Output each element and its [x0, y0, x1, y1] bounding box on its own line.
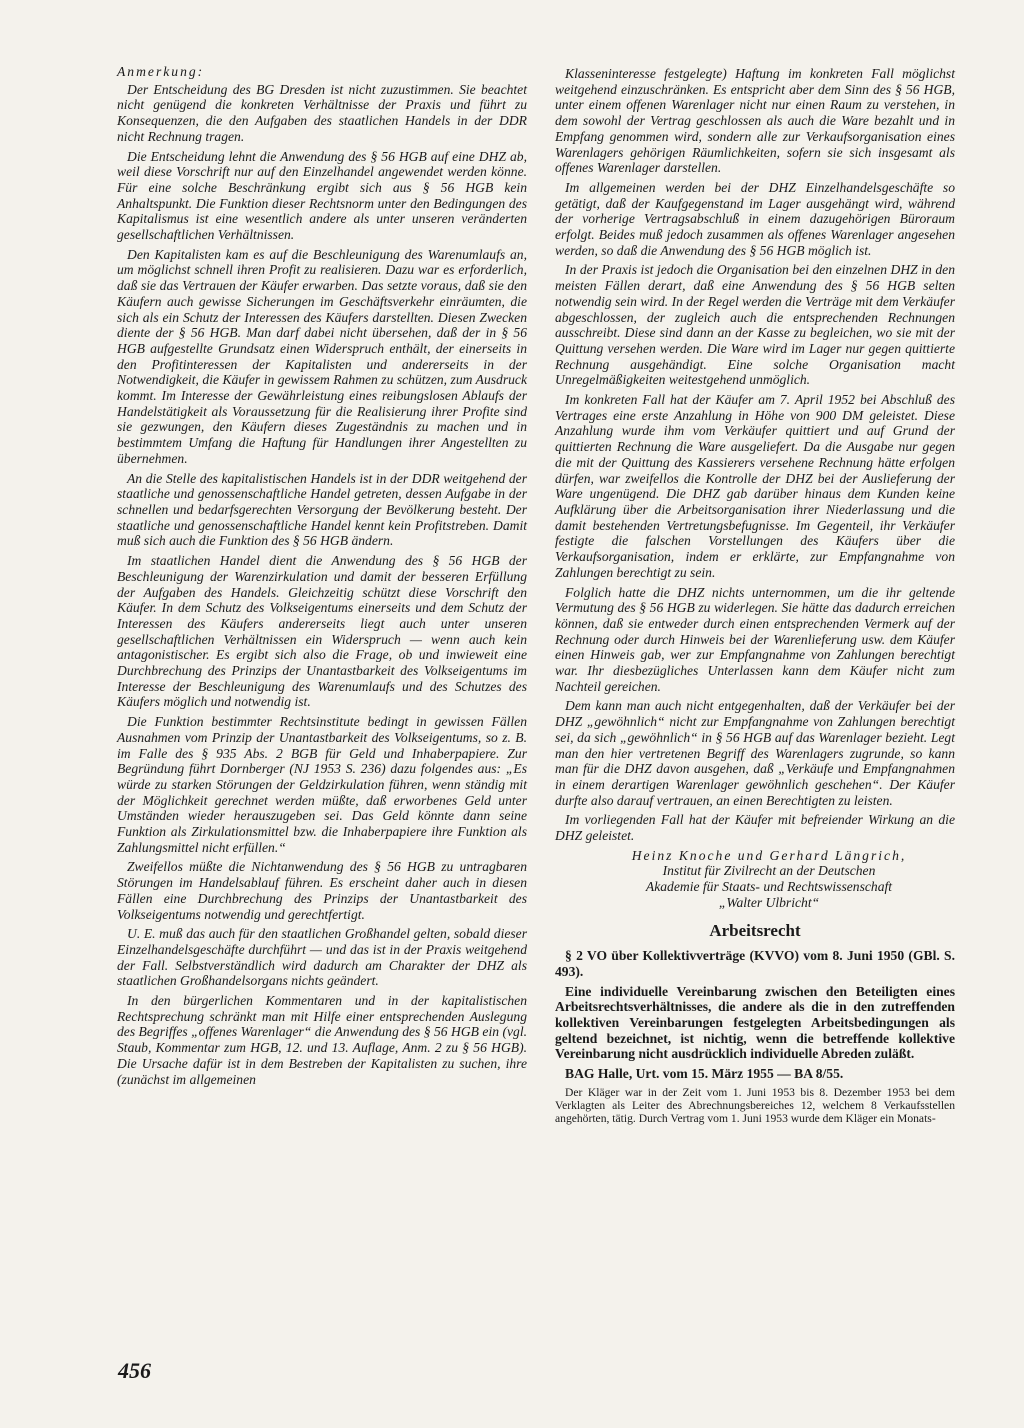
- section-title: Arbeitsrecht: [709, 920, 801, 940]
- case-citation: BAG Halle, Urt. vom 15. März 1955 — BA 8/55.: [565, 1066, 844, 1082]
- paragraph: Der Entscheidung des BG Dresden ist nicht zuzustimmen. Sie beachtet nicht genügend die konkreten Verhältnisse der Praxis und führt zu Konsequenzen, die den Aufgaben des staatlichen Handels in der DDR nicht Rechnung tragen.: [117, 81, 527, 144]
- page-number: 456: [118, 1358, 151, 1383]
- paragraph: In den bürgerlichen Kommentaren und in der kapitalistischen Rechtsprechung schränkt man mit Hilfe einer entsprechenden Auslegung des Begriffes „offenes Warenlager“ die Anwendung des § 56 HGB ein (vgl. Staub, Kommentar zum HGB, 12. und 13. Auflage, Anm. 2 zu § 56 HGB). Die Ursache dafür ist in dem Bestreben der Kapitalisten zu suchen, ihre (zunächst im allgemeinen: [117, 993, 527, 1087]
- paragraph: Im konkreten Fall hat der Käufer am 7. April 1952 bei Abschluß des Vertrages eine erste Anzahlung in Höhe von 900 DM geleistet. Diese Anzahlung wurde ihm vom Verkäufer quittiert und auf Grund der quittierten Rechnung die Ware ausgeliefert. Da die Ausgabe nur gegen die mit der Quittung des Kassierers versehene Rechnung hätte erfolgen dürfen, war zweifellos die Kontrolle der DHZ bei der Auslieferung der Ware ungenügend. Die DHZ gab darüber hinaus dem Kunden keine Aufklärung über die Arbeitsorganisation ihrer Niederlassung und die damit bestehenden Vertretungsbefugnisse. Im Gegenteil, ihr Verkäufer festigte die falschen Vorstellungen des Käufers über die Verkaufsorganisation, indem er erklärte, zur Empfangnahme von Zahlungen berechtigt zu sein.: [555, 392, 955, 580]
- paragraph: Im allgemeinen werden bei der DHZ Einzelhandelsgeschäfte so getätigt, daß der Kaufgegenstand im Lager ausgehängt wird, während der vorherige Vertragsabschluß in einem dazugehörigen Büroraum erfolgt. Beides muß jedoch zusammen als offenes Warenlager angesehen werden, so daß die Anwendung des § 56 HGB möglich ist.: [555, 179, 955, 258]
- headnote: Eine individuelle Vereinbarung zwischen den Beteiligten eines Arbeitsrechtsverhältnisses, die andere als die in den zutreffenden kollektiven Vereinbarungen festgelegten Arbeitsbedingungen als geltend bezeichnet, ist nichtig, wenn die betreffende kollektive Vereinbarung nicht ausdrücklich individuelle Abreden zuläßt.: [555, 983, 955, 1062]
- author-affiliation: Akademie für Staats- und Rechtswissenschaft: [645, 879, 893, 895]
- paragraph: U. E. muß das auch für den staatlichen Großhandel gelten, sobald dieser Einzelhandelsgeschäfte durchführt — und das ist in der Praxis weitgehend der Fall. Selbstverständlich wird dadurch am Charakter der DHZ als staatlichen Großhandelsorgans nichts geändert.: [117, 926, 527, 989]
- paragraph: Die Funktion bestimmter Rechtsinstitute bedingt in gewissen Fällen Ausnahmen vom Prinzip der Unantastbarkeit des Volkseigentums, so z. B. im Falle des § 935 Abs. 2 BGB für Geld und Inhaberpapiere. Zur Begründung führt Dornberger (NJ 1953 S. 236) dazu folgendes aus: „Es würde zu starken Störungen der Geldzirkulation führen, wenn ständig mit der Möglichkeit gerechnet werden müßte, daß erworbenes Geld unter Umständen wieder herauszugeben sei. Das Geld könnte dann seine Funktion als Zirkulationsmittel bzw. die Inhaberpapiere ihre Funktion als Zahlungsmittel nicht erfüllen.“: [117, 714, 527, 855]
- paragraph: Folglich hatte die DHZ nichts unternommen, um die ihr geltende Vermutung des § 56 HGB zu widerlegen. Sie hätte das dadurch erreichen können, daß sie entweder durch einen entsprechenden Vermerk auf der Rechnung oder durch Hinweis bei der Warenlieferung usw. dem Käufer einen Hinweis gab, wer zur Empfangnahme von Zahlungen berechtigt war. Ihr diesbezügliches Unterlassen kann dem Käufer nicht zum Nachteil gereichen.: [555, 584, 955, 694]
- paragraph: Den Kapitalisten kam es auf die Beschleunigung des Warenumlaufs an, um möglichst schnell ihren Profit zu realisieren. Dazu war es erforderlich, daß sie das Vertrauen der Käufer erwarben. Das setzte voraus, daß sie den Käufern auch gewisse Sicherungen im Geschäftsverkehr einräumten, die sich als ein Schutz der Interessen des Käufers darstellten. Diesen Zwecken diente der § 56 HGB. Man darf dabei nicht übersehen, daß der in § 56 HGB aufgestellte Grundsatz einen Widerspruch enthält, der einerseits in den Profitinteressen der Kapitalisten und andererseits in der Notwendigkeit, die Käufer in gewissem Rahmen zu schützen, zum Ausdruck kommt. Im Interesse der Gewährleistung eines reibungslosen Ablaufs der Handelstätigkeit als Voraussetzung für die Realisierung ihrer Profite sind sie gezwungen, den Käufern dieses Zugeständnis zu machen und in bestimmtem Umfang die Haftung für Handlungen ihrer Angestellten zu übernehmen.: [117, 246, 527, 466]
- author-affiliation: „Walter Ulbricht“: [718, 894, 820, 910]
- author-names: Heinz Knoche und Gerhard Längrich,: [631, 847, 907, 863]
- statute-reference: § 2 VO über Kollektivverträge (KVVO) vom 8. Juni 1950 (GBl. S. 493).: [555, 948, 955, 979]
- paragraph: Zweifellos müßte die Nichtanwendung des § 56 HGB zu untragbaren Störungen im Handelsablauf führen. Es erscheint daher auch in diesen Fällen eine Durchbrechung des Prinzips der Unantastbarkeit des Volkseigentums notwendig und gerechtfertigt.: [117, 859, 527, 922]
- paragraph: Im staatlichen Handel dient die Anwendung des § 56 HGB der Beschleunigung der Warenzirkulation und damit der besseren Erfüllung der Aufgaben des Handels. Gleichzeitig schützt diese Vorschrift den Käufer. In dem Schutz des Volkseigentums einerseits und dem Schutz der Interessen des Käufers andererseits liegt auch unter unseren gesellschaftlichen Verhältnissen ein Widerspruch — wenn auch kein antagonistischer. Es ergibt sich also die Frage, ob und inwieweit eine Durchbrechung des Prinzips der Unantastbarkeit des Volkseigentums im Interesse der Beschleunigung des Warenumlaufs und des Schutzes des Käufers möglich und notwendig ist.: [117, 553, 527, 710]
- paragraph: In der Praxis ist jedoch die Organisation bei den einzelnen DHZ in den meisten Fällen derart, daß eine Anwendung des § 56 HGB selten notwendig sein wird. In der Regel werden die Verträge mit dem Verkäufer abgeschlossen, der zugleich auch die entsprechenden Rechnungen ausschreibt. Diese sind dann an der Kasse zu begleichen, wo sie mit der Quittung versehen werden. Die Ware wird im Lager nur gegen quittierte Rechnung ausgehändigt. Eine solche Organisation macht Unregelmäßigkeiten weitestgehend unmöglich.: [555, 262, 955, 388]
- annotation-heading: Anmerkung:: [117, 64, 205, 79]
- paragraph: An die Stelle des kapitalistischen Handels ist in der DDR weitgehend der staatliche und genossenschaftliche Handel getreten, dessen Aufgabe in der schnellen und bedarfsgerechten Versorgung der Bevölkerung besteht. Der staatliche und genossenschaftliche Handel kennt kein Profitstreben. Damit muß sich auch die Funktion des § 56 HGB ändern.: [117, 470, 527, 549]
- right-column: [555, 66, 955, 1129]
- paragraph: Dem kann man auch nicht entgegenhalten, daß der Verkäufer bei der DHZ „gewöhnlich“ nicht zur Empfangnahme von Zahlungen berechtigt sei, da sich „gewöhnlich“ in § 56 HGB auf das Warenlager bezieht. Legt man den hier vertretenen Begriff des Warenlagers zugrunde, so kann man für die DHZ davon ausgehen, daß „Verkäufe und Empfangnahmen in einem derartigen Warenlager gewöhnlich geschehen“. Der Käufer durfte also darauf vertrauen, an einen Berechtigten zu leisten.: [555, 698, 955, 808]
- left-column: [117, 64, 527, 1091]
- paragraph: Die Entscheidung lehnt die Anwendung des § 56 HGB auf eine DHZ ab, weil diese Vorschrift nur auf den Einzelhandel angewendet werden könne. Für eine solche Beschränkung ergibt sich aus § 56 HGB kein Anhaltspunkt. Die Funktion dieser Rechtsnorm unter den Bedingungen des Kapitalismus ist eine wesentlich andere als unter unseren veränderten gesellschaftlichen Verhältnissen.: [117, 148, 527, 243]
- author-signature: [583, 848, 955, 911]
- case-body: Der Kläger war in der Zeit vom 1. Juni 1953 bis 8. Dezember 1953 bei dem Verklagten als Leiter des Abrechnungsbereiches 12, welchem 8 Verkaufsstellen angehörten, tätig. Durch Vertrag vom 1. Juni 1953 wurde dem Kläger ein Monats-: [555, 1085, 955, 1125]
- paragraph: Klasseninteresse festgelegte) Haftung im konkreten Fall möglichst weitgehend einzuschränken. Es entspricht aber dem Sinn des § 56 HGB, unter einem offenen Warenlager nicht nur einen Raum zu verstehen, in dem sowohl der Vertrag geschlossen als auch die Ware bezahlt und in Empfang genommen wird, sondern alle zur Verkaufsorganisation eines Warenlagers gehörigen Räumlichkeiten, sofern sie sich insgesamt als offenes Warenlager darstellen.: [555, 66, 955, 176]
- author-affiliation: Institut für Zivilrecht an der Deutschen: [662, 863, 876, 879]
- paragraph: Im vorliegenden Fall hat der Käufer mit befreiender Wirkung an die DHZ geleistet.: [555, 812, 955, 844]
